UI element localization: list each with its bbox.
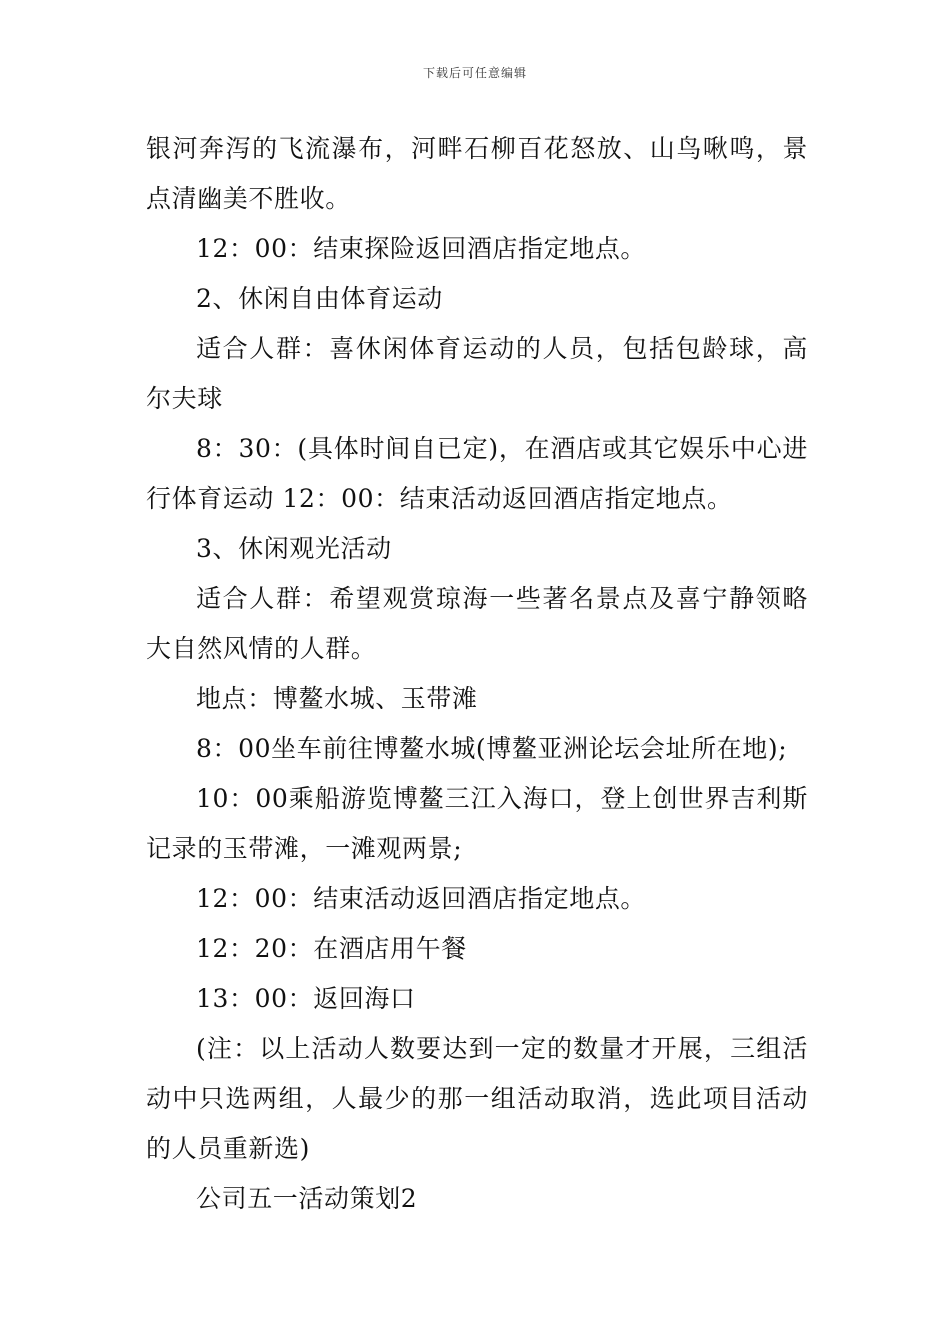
paragraph-schedule-1300: 13：00：返回海口: [196, 984, 416, 1013]
paragraph-note: (注：以上活动人数要达到一定的数量才开展，三组活动中只选两组，人最少的那一组活动取消，选此项目活动的人员重新选): [146, 1034, 808, 1163]
paragraph-schedule-1220: 12：20：在酒店用午餐: [196, 934, 467, 963]
document-body: [146, 124, 808, 1224]
paragraph-sports-schedule: 8：30：(具体时间自已定)，在酒店或其它娱乐中心进行体育运动 12：00：结束活动返回酒店指定地点。: [146, 434, 808, 513]
section-heading-sports: 2、休闲自由体育运动: [196, 284, 443, 313]
section-heading-sightseeing: 3、休闲观光活动: [196, 534, 392, 563]
paragraph-sports-audience: 适合人群：喜休闲体育运动的人员，包括包龄球，高尔夫球: [146, 334, 808, 413]
paragraph-waterfall-scenery: 银河奔泻的飞流瀑布，河畔石柳百花怒放、山鸟啾鸣，景点清幽美不胜收。: [146, 134, 808, 213]
paragraph-end-adventure: 12：00：结束探险返回酒店指定地点。: [196, 234, 647, 263]
paragraph-schedule-0800: 8：00坐车前往博鳌水城(博鳌亚洲论坛会址所在地);: [196, 734, 788, 763]
section-heading-plan-2: 公司五一活动策划2: [196, 1184, 418, 1213]
paragraph-sightseeing-audience: 适合人群：希望观赏琼海一些著名景点及喜宁静领略大自然风情的人群。: [146, 584, 808, 663]
paragraph-schedule-1200: 12：00：结束活动返回酒店指定地点。: [196, 884, 647, 913]
paragraph-schedule-1000: 10：00乘船游览博鳌三江入海口，登上创世界吉利斯记录的玉带滩，一滩观两景;: [146, 784, 808, 863]
page-header-note: 下载后可任意编辑: [422, 66, 527, 80]
paragraph-location: 地点：博鳌水城、玉带滩: [196, 684, 478, 713]
